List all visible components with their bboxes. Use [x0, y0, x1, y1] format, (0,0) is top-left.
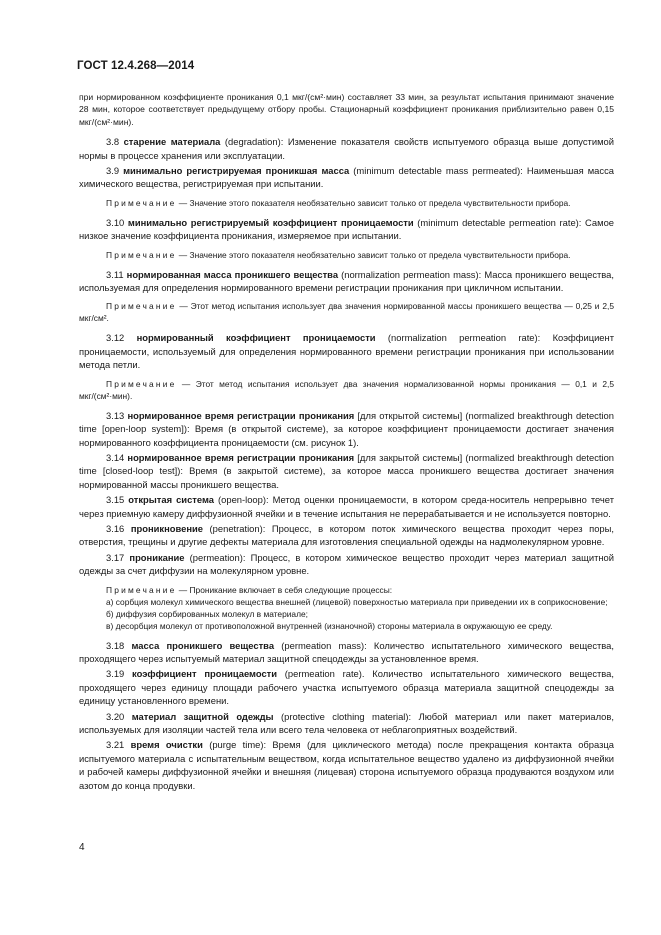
note-text: — Этот метод испытания использует два значения нормированной массы проникшего вещества — 0,25 и 2,5 мкг/см².: [79, 301, 614, 324]
term-title: открытая система: [128, 494, 214, 506]
note-text: — Значение этого показателя необязательно зависит только от предела чувствительности прибора.: [176, 197, 571, 208]
term-body: (protective clothing material): Любой материал или пакет материалов, используемых для изоляции частей тела или всего тела человека от неблагоприятных воздействий.: [79, 710, 614, 735]
term-title: коэффициент проницаемости: [132, 668, 278, 680]
term-title: нормированный коэффициент проницаемости: [136, 332, 376, 344]
term-3-11: [79, 268, 614, 295]
term-number: 3.20: [106, 710, 125, 722]
term-body: (permeation rate). Количество испытательного химического вещества, проходящего через единицу площади рабочего участка испытуемого образца материала защитной спецодежды за единицу установленного времени.: [79, 668, 614, 707]
term-title: проникание: [129, 551, 185, 563]
note-3-17: [79, 584, 614, 596]
term-number: 3.16: [106, 522, 125, 534]
term-3-13: [79, 409, 614, 449]
term-number: 3.19: [106, 668, 125, 680]
term-3-9: [79, 164, 614, 191]
term-3-18: [79, 639, 614, 666]
term-number: 3.18: [106, 639, 125, 651]
term-body: (penetration): Процесс, в котором поток химического вещества проходит через поры, отверстия, трещины и другие дефекты материала для изготовления специальной одежды на надмолекулярном уровне.: [79, 522, 614, 548]
term-body: (degradation): Изменение показателя свойств испытуемого образца выше допустимой нормы в процессе хранения или эксплуатации.: [79, 136, 614, 161]
note-text: — Проникание включает в себя следующие процессы:: [176, 584, 393, 595]
term-3-17: [79, 551, 614, 578]
term-title: минимально регистрируемая проникшая масса: [123, 165, 350, 177]
term-title: проникновение: [130, 522, 203, 534]
term-3-8: [79, 135, 614, 162]
term-number: 3.8: [106, 136, 120, 148]
term-title: время очистки: [130, 739, 203, 751]
term-number: 3.15: [106, 494, 125, 506]
term-title: материал защитной одежды: [131, 710, 274, 722]
note-item-a: а) сорбция молекул химического вещества внешней (лицевой) поверхностью материала при приведении их в соприкосновение;: [106, 596, 608, 607]
term-number: 3.12: [106, 332, 125, 344]
note-item-c: в) десорбция молекул от противоположной внутренней (изнаночной) стороны материала в окружающую ее среду.: [106, 620, 553, 631]
term-body: (normalization permeation rate): Коэффициент проницаемости, используемый для определения нормированного времени регистрации проникания при использовании метода петли.: [79, 332, 614, 371]
term-number: 3.9: [106, 165, 120, 177]
document-body: [79, 91, 614, 792]
term-3-19: [79, 667, 614, 707]
term-body: (open-loop): Метод оценки проницаемости, в котором среда-носитель непрерывно течет через приемную камеру диффузионной ячейки и в течение испытания не перерабатывается и не используется повторно.: [79, 494, 615, 519]
note-3-10: [79, 249, 614, 261]
note-item-b: б) диффузия сорбированных молекул в материале;: [106, 608, 308, 619]
term-number: 3.21: [106, 739, 125, 751]
term-body: (minimum detectable mass permeated): Наименьшая масса химического вещества, регистрируемая при испытании.: [79, 165, 614, 190]
term-title: минимально регистрируемый коэффициент проницаемости: [127, 216, 414, 228]
term-body: (purge time): Время (для циклического метода) после прекращения контакта образца испытуемого материала с испытательным веществом, когда испытательное вещество удалено из диффузионной ячейки и рабочей камеры диффузионной ячейки и внешняя (лицевая) сторона испытуемого образца продуваются воздухом или азотом до конца продувки.: [79, 739, 614, 791]
intro-paragraph: при нормированном коэффициенте проникания 0,1 мкг/(см²·мин) составляет 33 мин, за результат испытания принимают значение 28 мин, которое соответствует предыдущему отбору пробы. Стационарный коэффициент проникания приблизительно равен 0,15 мкг/(см²·мин).: [79, 92, 614, 127]
page-number: 4: [79, 842, 85, 853]
term-title: нормированное время регистрации проникания: [127, 409, 355, 421]
term-body: (minimum detectable permeation rate): Самое низкое значение коэффициента проникания, измеряемое при испытании.: [79, 216, 614, 242]
term-3-20: [79, 710, 614, 737]
term-3-15: [79, 493, 614, 520]
term-body: (permeation mass): Количество испытательного химического вещества, проходящего через испытуемый материал защитной спецодежды за установленное время.: [79, 639, 614, 664]
note-3-11: [79, 300, 614, 324]
term-body: [для открытой системы] (normalized breakthrough detection time [open-loop system]): Время (в открытой системе), за которое коэффициент проницаемости достигает значения нормированного коэффициента проницаемости (см. рисунок 1).: [79, 409, 614, 448]
document-header: ГОСТ 12.4.268—2014: [77, 60, 195, 72]
term-number: 3.10: [106, 216, 125, 228]
term-title: нормированное время регистрации проникания: [127, 451, 355, 463]
term-3-10: [79, 216, 614, 243]
note-label: Примечание: [106, 301, 177, 312]
term-number: 3.13: [106, 409, 125, 421]
note-3-12: [79, 378, 614, 402]
note-3-9: [79, 197, 614, 209]
term-number: 3.17: [106, 551, 125, 563]
note-text: — Значение этого показателя необязательно зависит только от предела чувствительности прибора.: [176, 249, 571, 260]
term-3-21: [79, 738, 614, 792]
note-label: Примечание: [106, 249, 177, 260]
term-3-14: [79, 451, 614, 491]
term-title: масса проникшего вещества: [131, 639, 275, 651]
term-number: 3.14: [106, 451, 125, 463]
term-3-16: [79, 522, 614, 549]
note-text: — Этот метод испытания использует два значения нормализованной нормы проникания — 0,1 и 2,5 мкг/(см²·мин).: [79, 378, 614, 401]
term-number: 3.11: [106, 268, 124, 280]
note-label: Примечание: [106, 378, 177, 389]
note-label: Примечание: [106, 197, 177, 208]
term-title: старение материала: [123, 136, 221, 148]
note-label: Примечание: [106, 584, 177, 595]
term-body: (normalization permeation mass): Масса проникшего вещества, используемая для определения нормированного времени регистрации проникания при цикличном испытании.: [79, 268, 614, 294]
term-body: [для закрытой системы] (normalized breakthrough detection time [closed-loop test]): Время (в закрытой системе), за которое масса проникшего вещества достигает значения нормированной массы проникшего вещества.: [79, 451, 614, 490]
term-title: нормированная масса проникшего вещества: [126, 268, 339, 280]
term-body: (permeation): Процесс, в котором химическое вещество проходит через материал защитной одежды за счет диффузии на молекулярном уровне.: [79, 551, 614, 577]
term-3-12: [79, 331, 614, 371]
